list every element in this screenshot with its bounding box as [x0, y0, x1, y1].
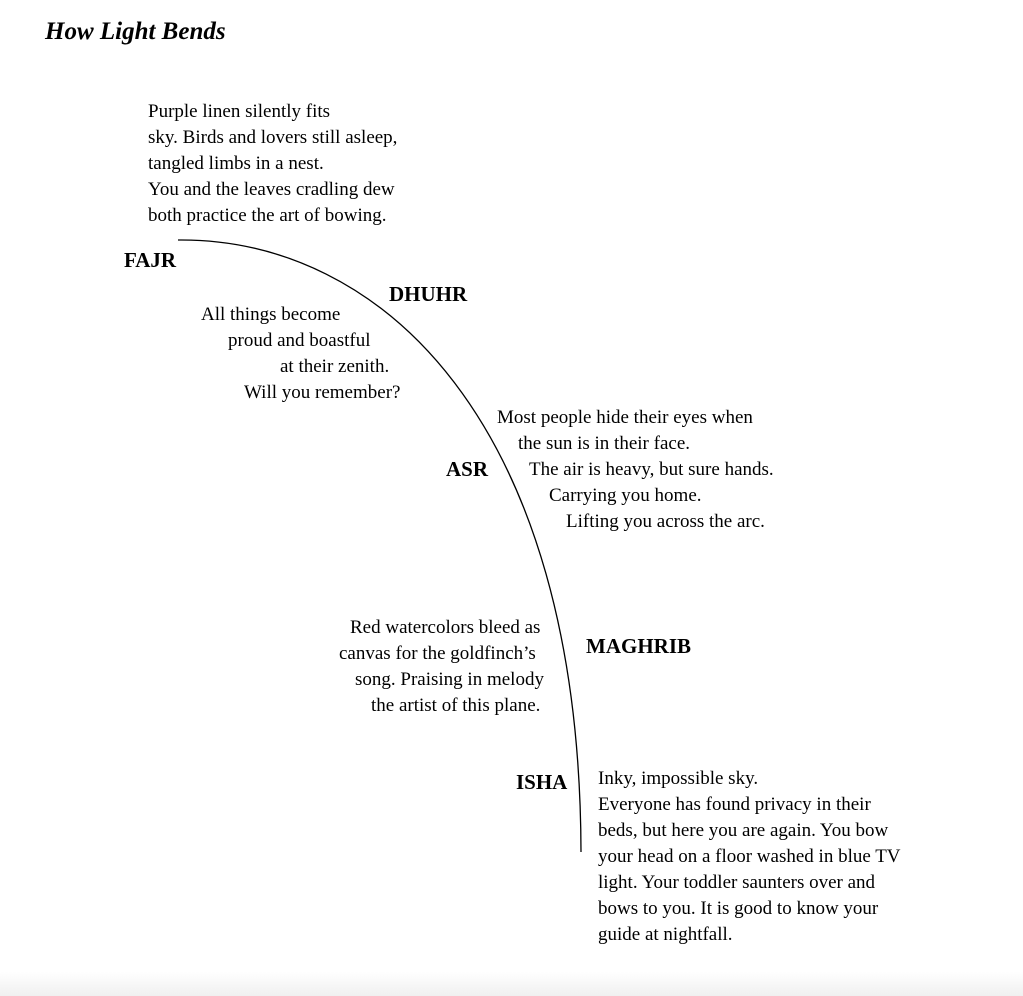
fajr-label: FAJR [124, 248, 177, 272]
isha-label: ISHA [516, 770, 568, 794]
isha-line: Inky, impossible sky. [598, 768, 759, 789]
asr-line: The air is heavy, but sure hands. [529, 459, 774, 480]
fajr-line: You and the leaves cradling dew [148, 179, 395, 200]
dhuhr-label: DHUHR [389, 282, 468, 306]
maghrib-label: MAGHRIB [586, 634, 691, 658]
dhuhr-line: proud and boastful [228, 330, 371, 351]
asr-line: the sun is in their face. [518, 433, 691, 454]
maghrib-line: song. Praising in melody [355, 669, 544, 690]
maghrib-line: Red watercolors bleed as [350, 617, 541, 638]
fajr-line: both practice the art of bowing. [148, 205, 387, 226]
dhuhr-line: at their zenith. [280, 356, 390, 377]
dhuhr-line: Will you remember? [244, 382, 401, 403]
fajr-line: tangled limbs in a nest. [148, 153, 324, 174]
asr-line: Lifting you across the arc. [566, 511, 765, 532]
asr-line: Most people hide their eyes when [497, 407, 753, 428]
isha-line: Everyone has found privacy in their [598, 794, 871, 815]
fajr-line: sky. Birds and lovers still asleep, [148, 127, 398, 148]
maghrib-line: the artist of this plane. [371, 695, 541, 716]
isha-line: your head on a floor washed in blue TV [598, 846, 901, 867]
asr-line: Carrying you home. [549, 485, 702, 506]
dhuhr-line: All things become [201, 304, 341, 325]
asr-label: ASR [446, 457, 489, 481]
fajr-line: Purple linen silently fits [148, 101, 331, 122]
poem-title: How Light Bends [45, 18, 226, 45]
isha-line: light. Your toddler saunters over and [598, 872, 876, 893]
isha-line: guide at nightfall. [598, 924, 733, 945]
isha-line: bows to you. It is good to know your [598, 898, 879, 919]
isha-line: beds, but here you are again. You bow [598, 820, 889, 841]
maghrib-line: canvas for the goldfinch’s [339, 643, 536, 664]
page-bottom-edge [0, 972, 1023, 996]
